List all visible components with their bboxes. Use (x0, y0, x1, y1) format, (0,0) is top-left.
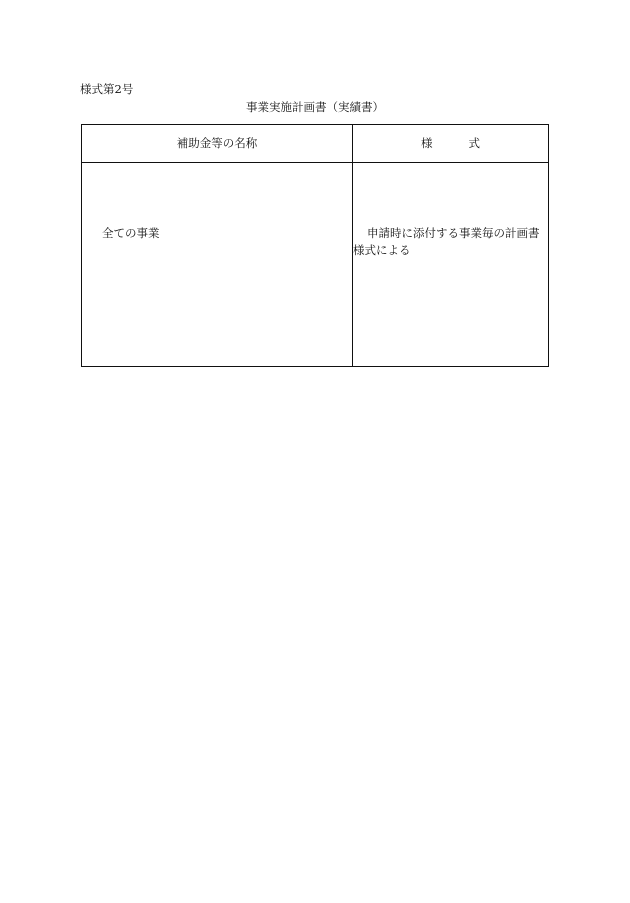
document-title-container (0, 100, 630, 114)
header-subsidy-name: 補助金等の名称 (82, 125, 353, 163)
subsidy-name-text: 全ての事業 (102, 226, 160, 240)
header-format-left: 様 (421, 136, 433, 150)
form-number: 様式第2号 (80, 82, 134, 96)
header-format-right: 式 (468, 136, 480, 150)
table-row (82, 163, 549, 367)
cell-format (353, 163, 549, 367)
cell-subsidy-name (82, 163, 353, 367)
document-title: 事業実施計画書（実績書） (246, 100, 384, 114)
plan-table (81, 124, 549, 367)
format-text (353, 163, 548, 259)
table-header-row (82, 125, 549, 163)
header-format (353, 125, 549, 163)
format-text-line2: 様式による (353, 243, 411, 257)
format-text-line1: 申請時に添付する事業毎の計画書 (367, 226, 540, 240)
